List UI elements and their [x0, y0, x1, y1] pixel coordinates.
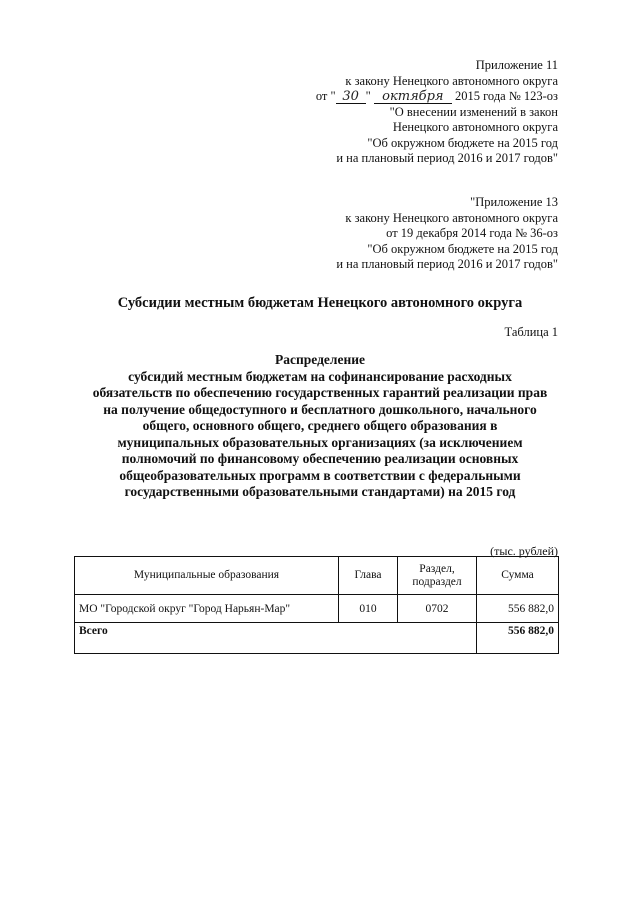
appendix-13-budget-line-1: "Об окружном бюджете на 2015 год	[367, 241, 558, 256]
total-label: Всего	[75, 623, 477, 654]
cell-chapter: 010	[339, 595, 398, 623]
appendix-11-title: Приложение 11	[475, 58, 558, 72]
amend-line-3: "Об окружном бюджете на 2015 год	[367, 135, 558, 150]
handwritten-day: 30	[336, 91, 366, 104]
header-municipality: Муниципальные образования	[75, 557, 339, 595]
table-total-row	[75, 623, 559, 654]
date-suffix: 2015 года № 123-оз	[454, 89, 558, 103]
header-section-line-1: Раздел,	[419, 562, 455, 575]
heading-line: на получение общедоступного и бесплатного дошкольного, начального	[103, 401, 537, 417]
appendix-13-title: "Приложение 13	[470, 195, 558, 209]
table-number-label: Таблица 1	[504, 325, 558, 339]
table-header-row	[75, 557, 559, 595]
appendix-13-header	[336, 195, 558, 273]
heading-line: Распределение	[274, 352, 366, 367]
cell-section: 0702	[398, 595, 477, 623]
amend-line-2: Ненецкого автономного округа	[392, 120, 558, 134]
document-title: Субсидии местным бюджетам Ненецкого автономного округа	[117, 295, 523, 311]
heading-line: полномочий по финансовому обеспечению реализации основных	[121, 451, 519, 466]
appendix-13-date-line: от 19 декабря 2014 года № 36-оз	[386, 226, 558, 240]
header-section	[398, 557, 477, 595]
date-mid: "	[365, 89, 371, 103]
heading-line: общеобразовательных программ в соответствии с федеральными	[119, 467, 521, 483]
appendix-13-budget-line-2: и на плановый период 2016 и 2017 годов"	[336, 257, 558, 271]
amend-line-1: "О внесении изменений в закон	[389, 104, 558, 119]
appendix-11-law-line: к закону Ненецкого автономного округа	[345, 73, 558, 88]
heading-line: государственными образовательными стандартами) на 2015 год	[124, 484, 516, 499]
cell-municipality: МО "Городской округ "Город Нарьян-Мар"	[75, 595, 339, 623]
distribution-heading	[70, 352, 570, 501]
amend-line-4: и на плановый период 2016 и 2017 годов"	[336, 151, 558, 165]
total-amount: 556 882,0	[477, 623, 559, 654]
cell-amount: 556 882,0	[477, 595, 559, 623]
date-prefix: от "	[315, 89, 336, 103]
units-label: (тыс. рублей)	[490, 544, 558, 558]
heading-line: муниципальных образовательных организациях (за исключением	[117, 434, 523, 450]
header-amount: Сумма	[477, 557, 559, 595]
header-chapter: Глава	[339, 557, 398, 595]
heading-line: субсидий местным бюджетам на софинансирование расходных	[128, 368, 512, 384]
appendix-11-date-line	[316, 89, 558, 105]
table-row	[75, 595, 559, 623]
header-section-line-2: подраздел	[412, 575, 462, 588]
handwritten-month: октября	[374, 91, 452, 104]
appendix-11-header	[316, 58, 558, 167]
appendix-13-law-line: к закону Ненецкого автономного округа	[345, 210, 558, 225]
heading-line: обязательств по обеспечению государственных гарантий реализации прав	[92, 385, 548, 400]
heading-line: общего, основного общего, среднего общего образования в	[142, 418, 498, 433]
subsidy-table	[74, 556, 559, 654]
